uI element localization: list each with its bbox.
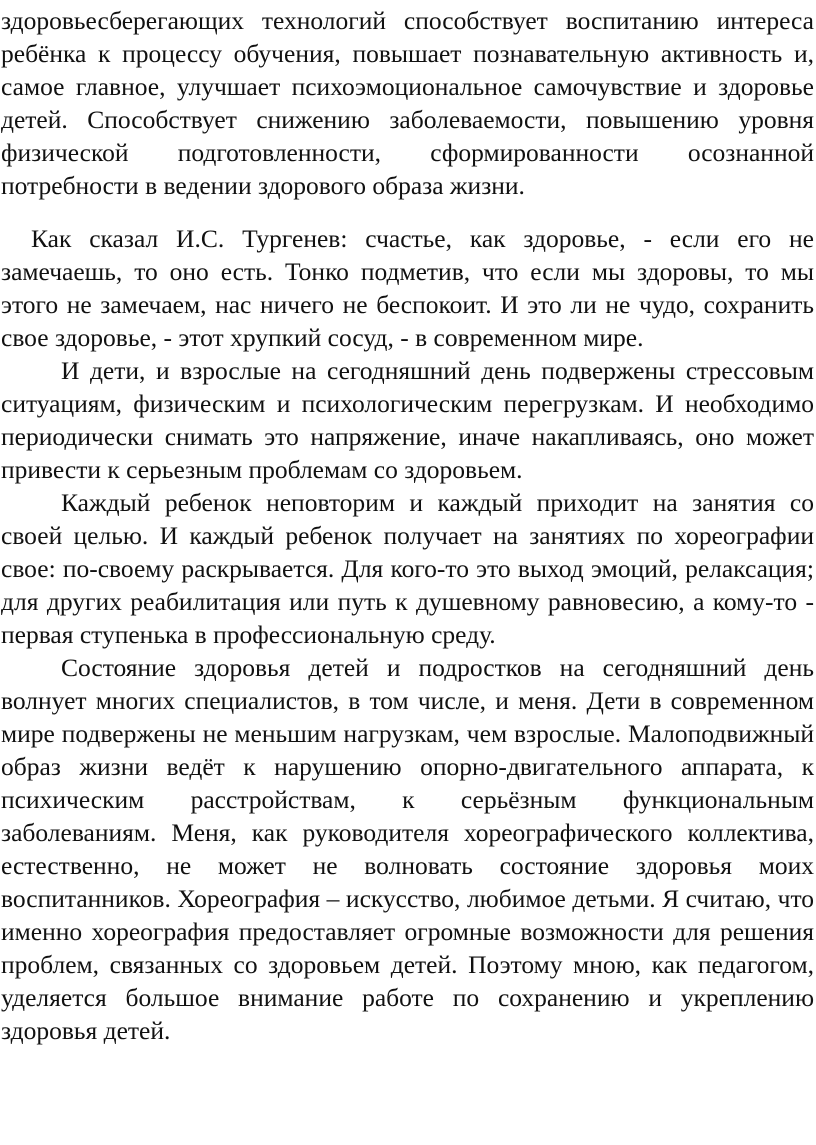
paragraph-health-state: Состояние здоровья детей и подростков на сегодняшний день волнует многих специалистов, в том числе, и меня. Дети в современном мире подвержены не меньшим нагрузкам, чем взрослые. Малоподвижный образ жизни ведёт к нарушению опорно-двигательного аппарата, к психическим расстройствам, к серьёзным функциональным заболеваниям. Меня, как руководителя хореографического коллектива, естественно, не может не волновать состояние здоровья моих воспитанников. Хореография – искусство, любимое детьми. Я считаю, что именно хореография предоставляет огромные возможности для решения проблем, связанных со здоровьем детей. Поэтому мною, как педагогом, уделяется большое внимание работе по сохранению и укреплению здоровья детей.: [1, 653, 814, 1045]
paragraph-turgenev-quote: Как сказал И.С. Тургенев: счастье, как здоровье, - если его не замечаешь, то оно есть. Тонко подметив, что если мы здоровы, то мы этого не замечаем, нас ничего не беспокоит. И это ли не чудо, сохранить свое здоровье, - этот хрупкий сосуд, - в современном мире.: [1, 224, 814, 352]
paragraph-each-child: Каждый ребенок неповторим и каждый приходит на занятия со своей целью. И каждый ребенок получает на занятиях по хореографии свое: по-своему раскрывается. Для кого-то это выход эмоций, релаксация; для других реабилитация или путь к душевному равновесию, а кому-то - первая ступенька в профессиональную среду.: [1, 488, 814, 649]
paragraph-stress: И дети, и взрослые на сегодняшний день подвержены стрессовым ситуациям, физическим и психологическим перегрузкам. И необходимо периодически снимать это напряжение, иначе накапливаясь, оно может привести к серьезным проблемам со здоровьем.: [1, 356, 814, 484]
paragraph-continuation: здоровьесберегающих технологий способствует воспитанию интереса ребёнка к процессу обучения, повышает познавательную активность и, самое главное, улучшает психоэмоциональное самочувствие и здоровье детей. Способствует снижению заболеваемости, повышению уровня физической подготовленности, сформированности осознанной потребности в ведении здорового образа жизни.: [1, 6, 814, 200]
